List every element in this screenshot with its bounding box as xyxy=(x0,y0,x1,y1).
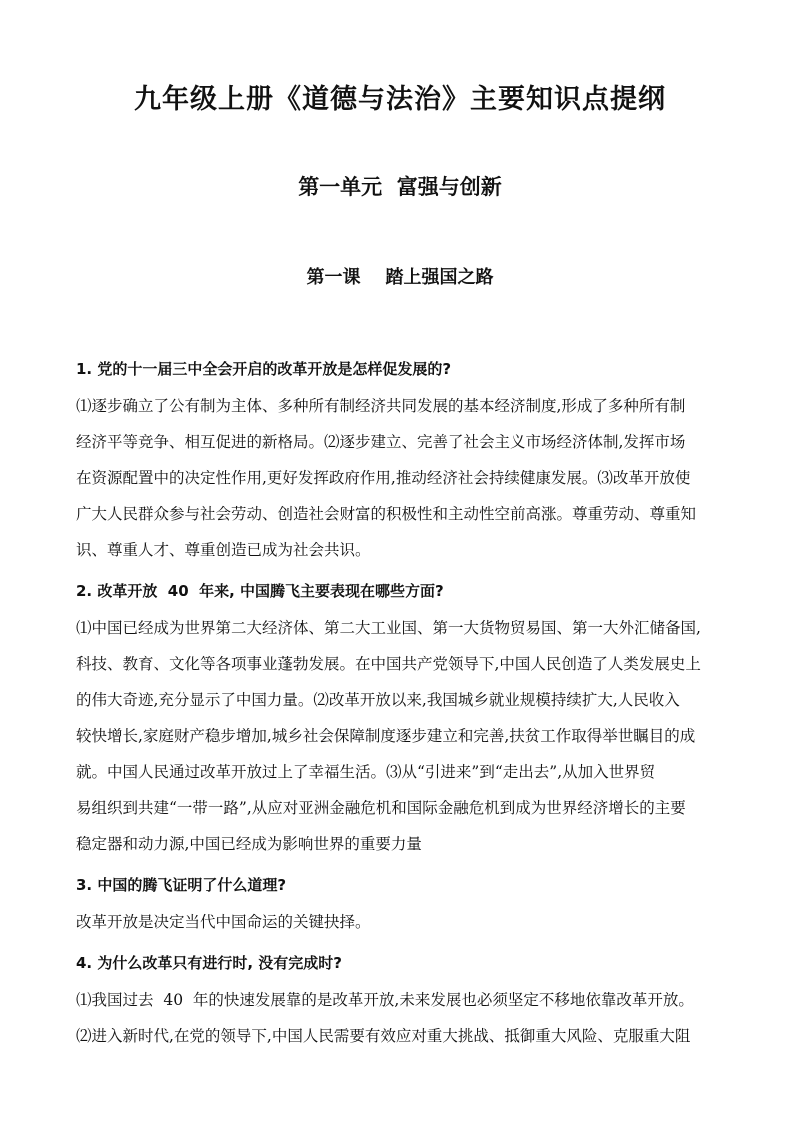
answer-line: ⑴逐步确立了公有制为主体、多种所有制经济共同发展的基本经济制度,形成了多种所有制 xyxy=(76,397,686,415)
answer-line: ⑵进入新时代,在党的领导下,中国人民需要有效应对重大挑战、抵御重大风险、克服重大阻 xyxy=(76,1027,691,1045)
answer-line: 改革开放是决定当代中国命运的关键抉择。 xyxy=(76,913,371,931)
answer-line: 稳定器和动力源,中国已经成为影响世界的重要力量 xyxy=(76,835,422,853)
answer-line: ⑴中国已经成为世界第二大经济体、第二大工业国、第一大货物贸易国、第一大外汇储备国, xyxy=(76,619,701,637)
section-2 xyxy=(76,576,736,862)
answer-paragraph xyxy=(76,388,736,568)
answer-paragraph xyxy=(76,982,736,1054)
question-heading: 2. 改革开放 40 年来, 中国腾飞主要表现在哪些方面? xyxy=(76,582,444,600)
answer-line: 识、尊重人才、尊重创造已成为社会共识。 xyxy=(76,541,371,559)
lesson-heading: 第一课 踏上强国之路 xyxy=(306,267,494,288)
answer-paragraph xyxy=(76,610,736,862)
section-1 xyxy=(76,354,736,568)
answer-line: 易组织到共建“一带一路”,从应对亚洲金融危机和国际金融危机到成为世界经济增长的主要 xyxy=(76,799,686,817)
answer-line: 就。中国人民通过改革开放过上了幸福生活。⑶从“引进来”到“走出去”,从加入世界贸 xyxy=(76,763,656,781)
answer-line: 经济平等竞争、相互促进的新格局。⑵逐步建立、完善了社会主义市场经济体制,发挥市场 xyxy=(76,433,686,451)
section-3 xyxy=(76,870,736,940)
section-4 xyxy=(76,948,736,1054)
answer-line: 较快增长,家庭财产稳步增加,城乡社会保障制度逐步建立和完善,扶贫工作取得举世瞩目的成 xyxy=(76,727,696,745)
question-heading: 4. 为什么改革只有进行时, 没有完成时? xyxy=(76,954,342,972)
document-title: 九年级上册《道德与法治》主要知识点提纲 xyxy=(134,84,666,115)
question-heading: 1. 党的十一届三中全会开启的改革开放是怎样促发展的? xyxy=(76,360,452,378)
content-body xyxy=(76,354,736,1054)
answer-line: 在资源配置中的决定性作用,更好发挥政府作用,推动经济社会持续健康发展。⑶改革开放使 xyxy=(76,469,691,487)
answer-line: 的伟大奇迹,充分显示了中国力量。⑵改革开放以来,我国城乡就业规模持续扩大,人民收入 xyxy=(76,691,680,709)
unit-heading: 第一单元 富强与创新 xyxy=(298,175,502,199)
answer-line: 科技、教育、文化等各项事业蓬勃发展。在中国共产党领导下,中国人民创造了人类发展史上 xyxy=(76,655,701,673)
answer-paragraph xyxy=(76,904,736,940)
question-heading: 3. 中国的腾飞证明了什么道理? xyxy=(76,876,287,894)
answer-line: 广大人民群众参与社会劳动、创造社会财富的积极性和主动性空前高涨。尊重劳动、尊重知 xyxy=(76,505,697,523)
answer-line: ⑴我国过去 40 年的快速发展靠的是改革开放,未来发展也必须坚定不移地依靠改革开放。 xyxy=(76,991,694,1009)
